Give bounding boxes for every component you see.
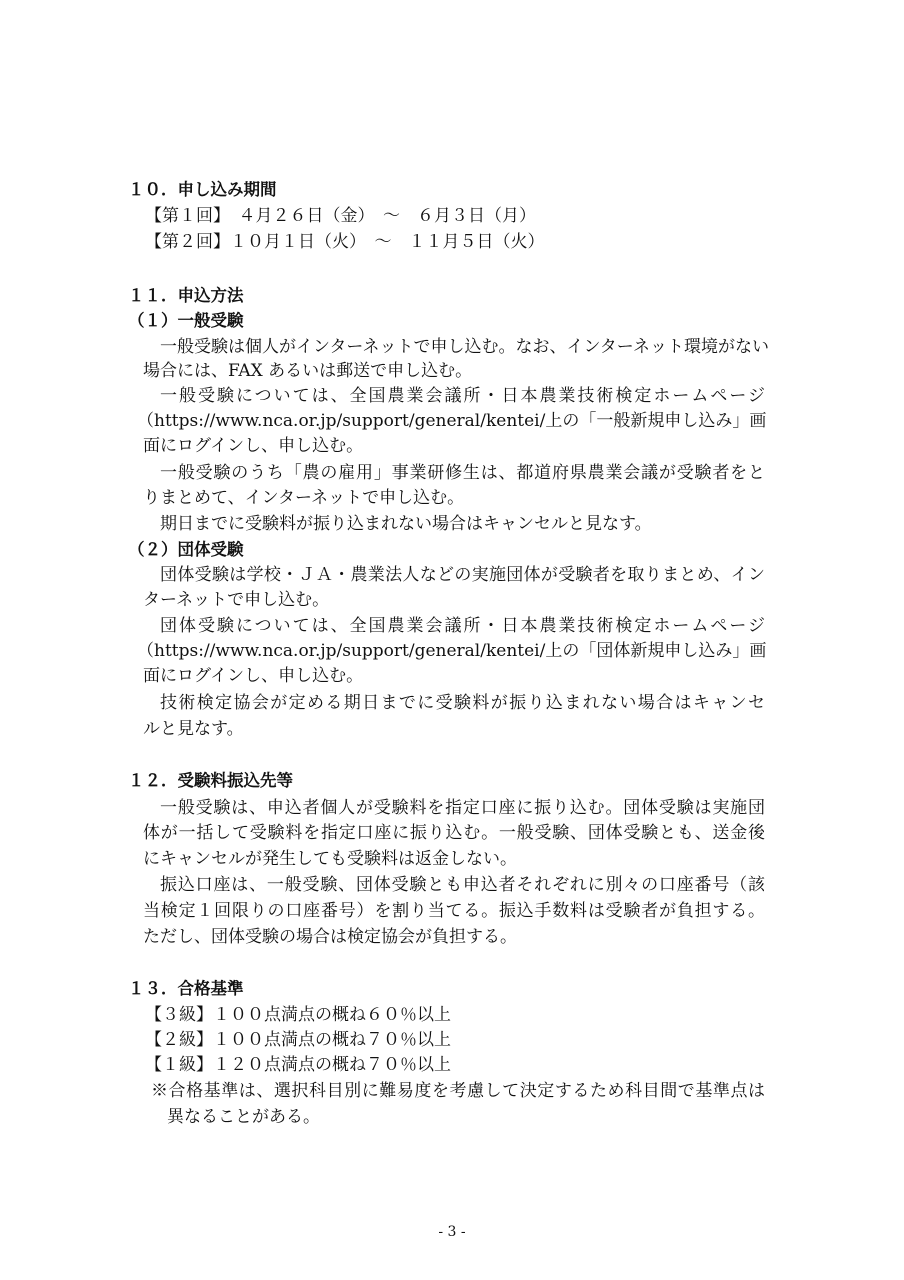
general-line-1: 一般受験は個人がインターネットで申し込む。なお、インターネット環境がない <box>160 337 769 357</box>
payment-line-3: にキャンセルが発生しても受験料は返金しない。 <box>143 849 517 869</box>
general-line-4: （https://www.nca.or.jp/support/general/kentei/上の「一般新規申し込み」画 <box>137 411 767 431</box>
general-line-6: 一般受験のうち「農の雇用」事業研修生は、都道府県農業会議が受験者をと <box>160 463 765 483</box>
criteria-note-2: 異なることがある。 <box>167 1107 320 1127</box>
group-line-1: 団体受験は学校・ＪＡ・農業法人などの実施団体が受験者を取りまとめ、イン <box>160 565 765 585</box>
general-line-2: 場合には、FAX あるいは郵送で申し込む。 <box>143 361 473 381</box>
payment-line-2: 体が一括して受験料を指定口座に振り込む。一般受験、団体受験とも、送金後 <box>143 823 765 843</box>
general-line-7: りまとめて、インターネットで申し込む。 <box>143 488 465 508</box>
section-10-heading: １０．申し込み期間 <box>128 180 277 199</box>
group-line-4: （https://www.nca.or.jp/support/general/kentei/上の「団体新規申し込み」画 <box>137 641 767 661</box>
payment-line-1: 一般受験は、申込者個人が受験料を指定口座に振り込む。団体受験は実施団 <box>160 798 765 818</box>
general-line-5: 面にログインし、申し込む。 <box>143 436 364 456</box>
subsection-general-heading: （１）一般受験 <box>128 311 244 330</box>
period-row-1: 【第１回】 ４月２６日（金） ～ ６月３日（月） <box>145 206 536 226</box>
section-13-heading: １３．合格基準 <box>128 979 244 998</box>
section-11-heading: １１．申込方法 <box>128 286 244 305</box>
group-line-2: ターネットで申し込む。 <box>143 590 330 610</box>
period-row-2: 【第２回】１０月１日（火） ～ １１月５日（火） <box>145 232 545 252</box>
group-line-5: 面にログインし、申し込む。 <box>143 666 364 686</box>
criteria-row-1: 【３級】１００点満点の概ね６０％以上 <box>145 1005 451 1025</box>
subsection-group-heading: （２）団体受験 <box>128 540 244 559</box>
group-line-3: 団体受験については、全国農業会議所・日本農業技術検定ホームページ <box>160 616 765 636</box>
payment-line-4: 振込口座は、一般受験、団体受験とも申込者それぞれに別々の口座番号（該 <box>160 875 765 895</box>
payment-line-6: ただし、団体受験の場合は検定協会が負担する。 <box>143 927 517 947</box>
criteria-note-1: ※合格基準は、選択科目別に難易度を考慮して決定するため科目間で基準点は <box>151 1081 765 1101</box>
group-line-7: ルと見なす。 <box>143 719 244 739</box>
payment-line-5: 当検定１回限りの口座番号）を割り当てる。振込手数料は受験者が負担する。 <box>143 901 765 921</box>
group-line-6: 技術検定協会が定める期日までに受験料が振り込まれない場合はキャンセ <box>160 693 765 713</box>
general-line-8: 期日までに受験料が振り込まれない場合はキャンセルと見なす。 <box>160 514 652 534</box>
section-12-heading: １２．受験料振込先等 <box>128 771 293 790</box>
criteria-row-2: 【２級】１００点満点の概ね７０％以上 <box>145 1030 451 1050</box>
general-line-3: 一般受験については、全国農業会議所・日本農業技術検定ホームページ <box>160 386 765 406</box>
criteria-row-3: 【１級】１２０点満点の概ね７０％以上 <box>145 1055 451 1075</box>
page-number: - 3 - <box>438 1224 466 1240</box>
